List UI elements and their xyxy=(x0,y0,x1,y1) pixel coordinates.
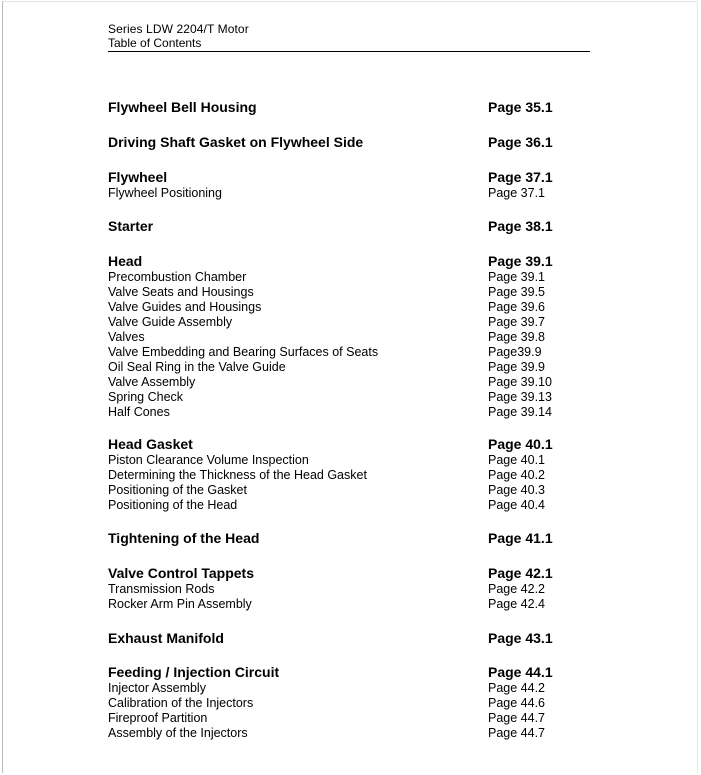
toc-subentry[interactable] xyxy=(108,498,578,513)
toc-subentry[interactable] xyxy=(108,375,578,390)
toc-subentry-title: Fireproof Partition xyxy=(108,711,208,725)
toc-subentry[interactable] xyxy=(108,681,578,696)
toc-subentry-title: Valve Seats and Housings xyxy=(108,285,254,299)
toc-subentry[interactable] xyxy=(108,315,578,330)
toc-subentry-title: Valve Guides and Housings xyxy=(108,300,262,314)
toc-subentry[interactable] xyxy=(108,345,578,360)
toc-entry-page: Page 39.1 xyxy=(488,253,553,269)
toc-subentry-title: Injector Assembly xyxy=(108,681,206,695)
toc-subentry-page: Page 39.9 xyxy=(488,360,545,374)
toc-subentry-title: Valve Embedding and Bearing Surfaces of Seats xyxy=(108,345,379,359)
toc-entry-page: Page 44.1 xyxy=(488,664,553,680)
toc-subentry-page: Page 44.7 xyxy=(488,711,545,725)
toc-subentry[interactable] xyxy=(108,468,578,483)
toc-section xyxy=(108,169,578,201)
toc-subentry[interactable] xyxy=(108,186,578,201)
toc-subentry[interactable] xyxy=(108,390,578,405)
toc-entry-page: Page 37.1 xyxy=(488,169,553,185)
toc-entry[interactable] xyxy=(108,664,578,681)
toc-subentry[interactable] xyxy=(108,582,578,597)
toc-subentry-title: Piston Clearance Volume Inspection xyxy=(108,453,309,467)
toc-subentry-page: Page 39.7 xyxy=(488,315,545,329)
toc-subentry-title: Flywheel Positioning xyxy=(108,186,222,200)
toc-subentry[interactable] xyxy=(108,270,578,285)
toc-subentry-page: Page 40.1 xyxy=(488,453,545,467)
toc-entry-title: Valve Control Tappets xyxy=(108,565,254,581)
toc-subentry-title: Valves xyxy=(108,330,145,344)
toc-subtitle: Table of Contents xyxy=(108,36,202,50)
document-header xyxy=(108,22,590,52)
toc-entry-page: Page 36.1 xyxy=(488,134,553,150)
toc-entry[interactable] xyxy=(108,218,578,235)
toc-subentry-title: Positioning of the Gasket xyxy=(108,483,247,497)
toc-entry[interactable] xyxy=(108,134,578,151)
toc-subentry[interactable] xyxy=(108,405,578,420)
toc-subentry-title: Valve Assembly xyxy=(108,375,196,389)
toc-entry-page: Page 40.1 xyxy=(488,436,553,452)
toc-entry-title: Flywheel xyxy=(108,169,168,185)
toc-section xyxy=(108,664,578,741)
toc-entry[interactable] xyxy=(108,530,578,547)
table-of-contents xyxy=(108,99,578,741)
toc-subentry-title: Assembly of the Injectors xyxy=(108,726,248,740)
toc-subentry-title: Precombustion Chamber xyxy=(108,270,247,284)
toc-subentry[interactable] xyxy=(108,300,578,315)
toc-entry[interactable] xyxy=(108,99,578,116)
toc-subentry-title: Transmission Rods xyxy=(108,582,215,596)
toc-entry-title: Tightening of the Head xyxy=(108,530,260,546)
toc-subentry-page: Page 44.7 xyxy=(488,726,545,740)
toc-section xyxy=(108,530,578,547)
toc-entry-title: Head Gasket xyxy=(108,436,193,452)
toc-subentry-page: Page 42.2 xyxy=(488,582,545,596)
toc-entry-page: Page 35.1 xyxy=(488,99,553,115)
toc-section xyxy=(108,565,578,612)
toc-subentry-title: Positioning of the Head xyxy=(108,498,238,512)
toc-subentry-title: Half Cones xyxy=(108,405,170,419)
toc-subentry[interactable] xyxy=(108,453,578,468)
toc-subentry-title: Calibration of the Injectors xyxy=(108,696,254,710)
toc-section xyxy=(108,436,578,513)
toc-entry-title: Exhaust Manifold xyxy=(108,630,224,646)
toc-subentry-page: Page 39.1 xyxy=(488,270,545,284)
toc-subentry-page: Page 39.8 xyxy=(488,330,545,344)
toc-subentry[interactable] xyxy=(108,711,578,726)
toc-subentry[interactable] xyxy=(108,696,578,711)
toc-entry-page: Page 42.1 xyxy=(488,565,553,581)
toc-subentry-page: Page 39.13 xyxy=(488,390,552,404)
toc-entry-page: Page 43.1 xyxy=(488,630,553,646)
toc-subentry[interactable] xyxy=(108,483,578,498)
toc-subentry-page: Page 39.5 xyxy=(488,285,545,299)
toc-section xyxy=(108,134,578,151)
toc-subentry-page: Page 37.1 xyxy=(488,186,545,200)
toc-entry[interactable] xyxy=(108,436,578,453)
toc-subentry-page: Page 42.4 xyxy=(488,597,545,611)
toc-section xyxy=(108,253,578,420)
toc-subentry-page: Page 39.6 xyxy=(488,300,545,314)
toc-subentry-page: Page 39.14 xyxy=(488,405,552,419)
toc-section xyxy=(108,99,578,116)
toc-subentry-page: Page39.9 xyxy=(488,345,542,359)
toc-subentry[interactable] xyxy=(108,597,578,612)
toc-subentry[interactable] xyxy=(108,726,578,741)
toc-subentry[interactable] xyxy=(108,285,578,300)
toc-subentry[interactable] xyxy=(108,330,578,345)
toc-subentry-page: Page 40.4 xyxy=(488,498,545,512)
toc-entry-title: Starter xyxy=(108,218,154,234)
toc-subentry[interactable] xyxy=(108,360,578,375)
toc-subentry-page: Page 44.6 xyxy=(488,696,545,710)
toc-entry[interactable] xyxy=(108,630,578,647)
toc-section xyxy=(108,218,578,235)
toc-entry-title: Feeding / Injection Circuit xyxy=(108,664,280,680)
toc-subentry-title: Valve Guide Assembly xyxy=(108,315,233,329)
toc-entry-page: Page 41.1 xyxy=(488,530,553,546)
toc-section xyxy=(108,630,578,647)
toc-entry-page: Page 38.1 xyxy=(488,218,553,234)
toc-subentry-title: Determining the Thickness of the Head Gasket xyxy=(108,468,367,482)
toc-subentry-page: Page 39.10 xyxy=(488,375,552,389)
toc-subentry-title: Oil Seal Ring in the Valve Guide xyxy=(108,360,286,374)
series-title: Series LDW 2204/T Motor xyxy=(108,22,249,36)
toc-entry-title: Driving Shaft Gasket on Flywheel Side xyxy=(108,134,364,150)
toc-entry[interactable] xyxy=(108,253,578,270)
toc-subentry-page: Page 40.2 xyxy=(488,468,545,482)
toc-subentry-title: Spring Check xyxy=(108,390,184,404)
toc-entry-title: Flywheel Bell Housing xyxy=(108,99,257,115)
toc-subentry-page: Page 44.2 xyxy=(488,681,545,695)
toc-entry-title: Head xyxy=(108,253,143,269)
toc-entry[interactable] xyxy=(108,169,578,186)
toc-subentry-page: Page 40.3 xyxy=(488,483,545,497)
toc-subentry-title: Rocker Arm Pin Assembly xyxy=(108,597,252,611)
toc-entry[interactable] xyxy=(108,565,578,582)
